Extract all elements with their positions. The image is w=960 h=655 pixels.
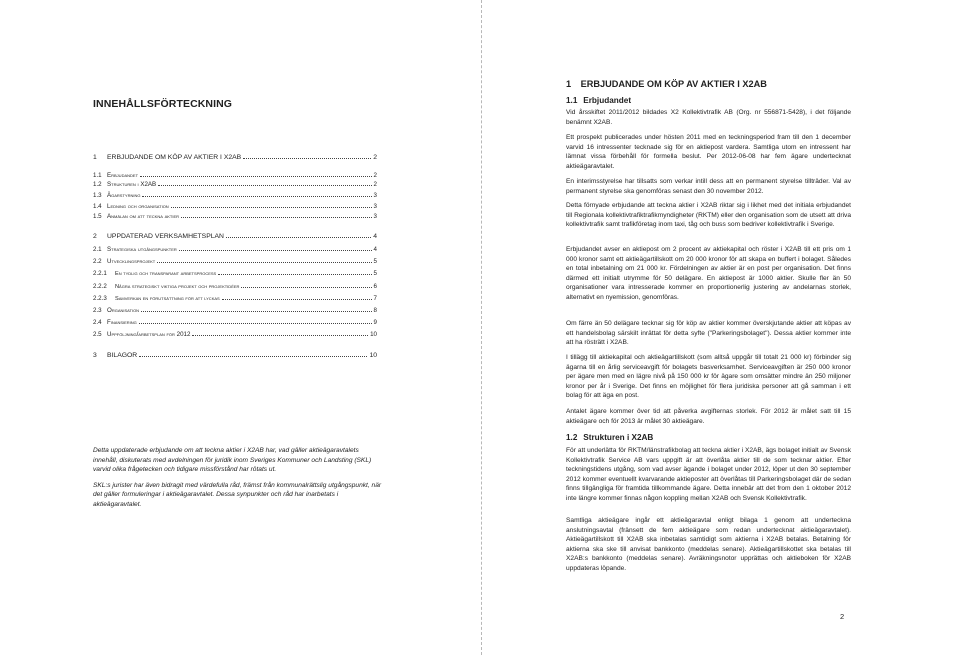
toc-entry[interactable]	[93, 266, 377, 277]
intro-text	[93, 446, 383, 516]
toc-entry-label: Erbjudandet	[107, 172, 139, 179]
toc-entry-number: 2.4	[93, 319, 102, 326]
toc-entry[interactable]	[93, 209, 377, 220]
toc-entry-label: ERBJUDANDE OM KÖP AV AKTIER I X2AB	[107, 154, 242, 161]
toc-dot-leader	[218, 274, 371, 275]
section-heading-1	[566, 79, 767, 89]
toc-entry-label: Ledning och organisation	[107, 203, 169, 210]
toc-entry-page: 10	[369, 352, 377, 359]
toc-entry-number: 1.2	[93, 181, 102, 188]
heading-number: 1.1	[566, 96, 578, 105]
toc-entry-page: 4	[373, 246, 377, 253]
toc-entry-number: 2.2.2	[93, 283, 107, 290]
toc-entry[interactable]	[93, 242, 377, 253]
body-paragraph: För att underlätta för RKTM/länstrafikbolag att teckna aktier i X2AB, ägs bolaget initialt av Svensk Kollektivtrafik Service AB vars uppgift är att överlåta aktier till de som tecknar aktier. Efter teckningstidens utgång, som vad avser ägande i bolaget under 2012, löper ut den 30 september 2012 kommer eventuellt kvarvarande aktieposter att överlåtas till Parkeringsbolaget där de sedan finns tillgängliga för framtida tillkommande ägare. Detta innebär att det from den 1 oktober 2012 inte längre kommer finnas någon koppling mellan X2AB och Svensk Kollektivtrafik.	[566, 447, 851, 502]
toc-entry-label: BILAGOR	[107, 352, 138, 359]
toc-dot-leader	[171, 207, 372, 208]
heading-number: 1.2	[566, 433, 578, 442]
toc-entry-number: 1	[93, 154, 97, 161]
toc-entry-number: 1.5	[93, 213, 102, 220]
toc-entry-page: 4	[373, 233, 377, 240]
heading-text: Strukturen i X2AB	[583, 433, 654, 442]
toc-dot-leader	[139, 356, 367, 357]
toc-entry[interactable]	[93, 229, 377, 240]
toc-entry-page: 8	[373, 307, 377, 314]
toc-dot-leader	[241, 287, 371, 288]
toc-entry-page: 3	[373, 192, 377, 199]
intro-paragraph: SKL:s jurister har även bidragit med värdefulla råd, främst från kommunalrättslig utgångspunkt, när det gäller formuleringar i aktieägaravtalet. Dessa synpunkter och råd har inarbetats i aktieägaravtalet.	[93, 481, 382, 508]
toc-entry-page: 5	[373, 270, 377, 277]
toc-dot-leader	[158, 185, 371, 186]
toc-entry-number: 2.5	[93, 331, 102, 338]
toc-entry-label: UPPDATERAD VERKSAMHETSPLAN	[107, 233, 224, 240]
section-heading-1-1	[566, 96, 631, 105]
toc-entry-page: 3	[373, 203, 377, 210]
heading-number: 1	[566, 79, 572, 89]
toc-entry-page: 2	[373, 172, 377, 179]
toc-entry[interactable]	[93, 348, 377, 359]
toc-entry-page: 7	[373, 295, 377, 302]
toc-entry-label: Uppföljning/arbetsplan för 2012	[107, 331, 191, 338]
toc-entry[interactable]	[93, 177, 377, 188]
body-paragraph: Vid årsskiftet 2011/2012 bildades X2 Kollektivtrafik AB (Org. nr 556871-5428), i det följande benämnt X2AB.	[566, 109, 851, 126]
body-paragraph: I tillägg till aktiekapital och aktieägartillskott (som alltså uppgår till totalt 21 000 kr) förbinder sig ägarna till en årlig serviceavgift för bolagets basverksamhet. Serviceavgiften är 250 000 kronor per ägare men med en lägre nivå på 150 000 kr för ägare som omsätter mindre än 250 miljoner kronor per år i Sverige. Det finns en möjlighet för flera juridiska personer att gå samman i ett bolag för att äga en post.	[566, 354, 851, 400]
body-paragraph: Erbjudandet avser en aktiepost om 2 procent av aktiekapital och röster i X2AB till ett pris om 1 000 kronor samt ett aktieägartillskott om 20 000 kronor för att skapa en buffert i bolaget. Således en total inbetalning om 21 000 kr. Fördelningen av aktier är en post per organisation. Det finns därmed ett initialt utrymme för 50 delägare. En aktiepost är 1000 aktier. Skulle fler än 50 organisationer vara intresserade kommer en proportionerlig justering av andelarnas storlek, alternativt en nyemission, genomföras.	[566, 246, 851, 301]
heading-text: ERBJUDANDE OM KÖP AV AKTIER I X2AB	[580, 79, 767, 89]
body-paragraph: Detta förnyade erbjudande att teckna aktier i X2AB riktar sig i likhet med det initiala erbjudandet till Regionala kollektivtrafiktrafikmyndigheter (RKTM) eller den organisation som de utsett att driva kollektivtrafik samt trafikföretag inom taxi, tåg och buss som bedriver kollektivtrafik i Sverige.	[566, 202, 851, 229]
toc-entry[interactable]	[93, 188, 377, 199]
toc-entry[interactable]	[93, 303, 377, 314]
body-paragraph: En interimsstyrelse har tillsatts som verkar intill dess att en permanent styrelse tillträder. Val av permanent styrelse ska genomföras senast den 30 november 2012.	[566, 178, 851, 195]
toc-entry-page: 3	[373, 213, 377, 220]
toc-entry-number: 3	[93, 352, 97, 359]
toc-entry-label: Anmälan om att teckna aktier	[107, 213, 180, 220]
toc-entry-number: 1.1	[93, 172, 102, 179]
toc-dot-leader	[222, 299, 372, 300]
toc-entry[interactable]	[93, 315, 377, 326]
body-paragraph: Ett prospekt publicerades under hösten 2011 med en teckningsperiod fram till den 1 december varvid 16 intressenter tecknade sig för en aktiepost vardera. Samtliga utom en intressent har lämnat vissa förbehåll för formella beslut. Per 2012-06-08 har fem ägare undertecknat aktieägaravtalet.	[566, 134, 851, 170]
toc-entry-number: 2	[93, 233, 97, 240]
toc-entry-number: 2.2.3	[93, 295, 107, 302]
toc-entry-number: 1.4	[93, 203, 102, 210]
body-paragraph: Om färre än 50 delägare tecknar sig för köp av aktier kommer överskjutande aktier att köpas av ett handelsbolag särskilt inrättat för detta syfte ("Parkeringsbolaget"). Dessa aktier kommer inte att ha rösträtt i X2AB.	[566, 320, 851, 347]
toc-title: INNEHÅLLSFÖRTECKNING	[93, 98, 233, 110]
toc-dot-leader	[157, 262, 371, 263]
toc-entry-label: Strategiska utgångspunkter	[107, 246, 177, 253]
toc-entry-label: Samverkan en förutsättning för att lyckas	[115, 296, 220, 302]
toc-entry-label: En tydlig och transparant arbetsprocess	[115, 271, 217, 277]
toc-entry-page: 5	[373, 258, 377, 265]
toc-entry-label: Finansiering	[107, 319, 137, 326]
toc-entry-label: Ägarstyrning	[107, 192, 141, 199]
toc-entry-number: 1.3	[93, 192, 102, 199]
toc-entry-page: 9	[373, 319, 377, 326]
toc-entry-number: 2.1	[93, 246, 102, 253]
toc-entry-page: 2	[373, 181, 377, 188]
toc-entry-number: 2.2.1	[93, 270, 107, 277]
toc-entry-number: 2.3	[93, 307, 102, 314]
toc-entry-label: Organisation	[107, 307, 140, 314]
toc-entry-label: Utvecklingsprojekt	[107, 258, 156, 265]
toc-entry-page: 10	[370, 331, 377, 338]
toc-entry-page: 6	[373, 283, 377, 290]
toc-dot-leader	[181, 217, 372, 218]
toc-dot-leader	[139, 323, 372, 324]
toc-entry[interactable]	[93, 254, 377, 265]
body-paragraph: Antalet ägare kommer över tid att påverka avgifternas storlek. För 2012 är målet satt till 15 aktieägare och för 2013 är målet 30 aktieägare.	[566, 408, 851, 425]
toc-entry[interactable]	[93, 327, 377, 338]
toc-entry[interactable]	[93, 279, 377, 290]
toc-entry-number: 2.2	[93, 258, 102, 265]
toc-entry-label: Strukturen i X2AB	[107, 181, 157, 188]
toc-dot-leader	[179, 250, 372, 251]
intro-paragraph: Detta uppdaterade erbjudande om att teckna aktier i X2AB har, vad gäller aktieägaravtalets innehåll, diskuterats med avdelningen för juridik inom Sveriges Kommuner och Landsting (SKL) varvid olika frågetecken och tidigare missförstånd har rötats ut.	[93, 447, 372, 474]
body-paragraph: Samtliga aktieägare ingår ett aktieägaravtal enligt bilaga 1 genom att underteckna anslutningsavtal (fränsett de fem aktieägare som redan undertecknat aktieägaravtalet). Aktieägartillskott till X2AB ska inbetalas samtidigt som aktierna i X2AB betalas. Betalning för aktierna ska ske till anvisat bankkonto (meddelas senare). Aktieägartillskottet ska betalas till X2AB:s bankkonto (meddelas senare). Avräkningsnotor upprättas och aktieboken för X2AB uppdateras löpande.	[566, 517, 851, 572]
heading-text: Erbjudandet	[583, 96, 632, 105]
toc-entry[interactable]	[93, 291, 377, 302]
toc-entry-label: Några strategiskt viktiga projekt och projektidéer	[115, 284, 240, 290]
section-heading-1-2	[566, 433, 653, 442]
toc-dot-leader	[142, 196, 371, 197]
toc-dot-leader	[243, 158, 371, 159]
toc-dot-leader	[226, 237, 371, 238]
toc-dot-leader	[192, 335, 368, 336]
toc-entry[interactable]	[93, 150, 377, 161]
toc-dot-leader	[141, 311, 371, 312]
toc-entry-page: 2	[373, 154, 377, 161]
page-number: 2	[840, 612, 845, 621]
